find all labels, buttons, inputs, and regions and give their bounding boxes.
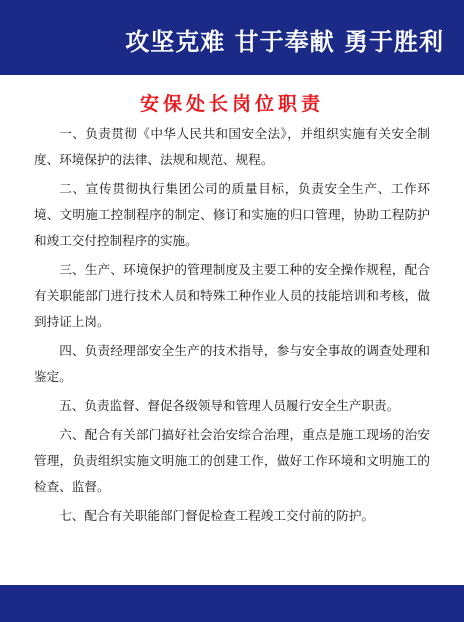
document-title: 安保处长岗位职责: [139, 93, 324, 115]
duty-item-6: 六、配合有关部门搞好社会治安综合治理，重点是施工现场的治安管理，负责组织实施文明施工的创建工作，做好工作环境和文明施工的检查、监督。: [34, 427, 430, 494]
slogan: 攻坚克难 甘于奉献 勇于胜利: [125, 28, 444, 56]
document-panel: [14, 75, 450, 585]
duty-item-5: 五、负责监督、督促各级领导和管理人员履行安全生产职责。: [59, 398, 400, 413]
duty-item-7: 七、配合有关职能部门督促检查工程竣工交付前的防护。: [59, 508, 375, 523]
duty-item-3: 三、生产、环境保护的管理制度及主要工种的安全操作规程，配合有关职能部门进行技术人员和特殊工种作业人员的技能培训和考核，做到持证上岗。: [34, 262, 430, 329]
duty-item-2: 二、宣传贯彻执行集团公司的质量目标，负责安全生产、工作环境、文明施工控制程序的制定、修订和实施的归口管理，协助工程防护和竣工交付控制程序的实施。: [34, 181, 430, 248]
duty-item-1: 一、负责贯彻《中华人民共和国安全法》，并组织实施有关安全制度、环境保护的法律、法规和规范、规程。: [34, 126, 430, 167]
duty-list: [34, 121, 430, 532]
header-band: [0, 0, 464, 75]
duty-item-4: 四、负责经理部安全生产的技术指导，参与安全事故的调查处理和鉴定。: [34, 343, 430, 384]
footer-band: [0, 585, 464, 622]
